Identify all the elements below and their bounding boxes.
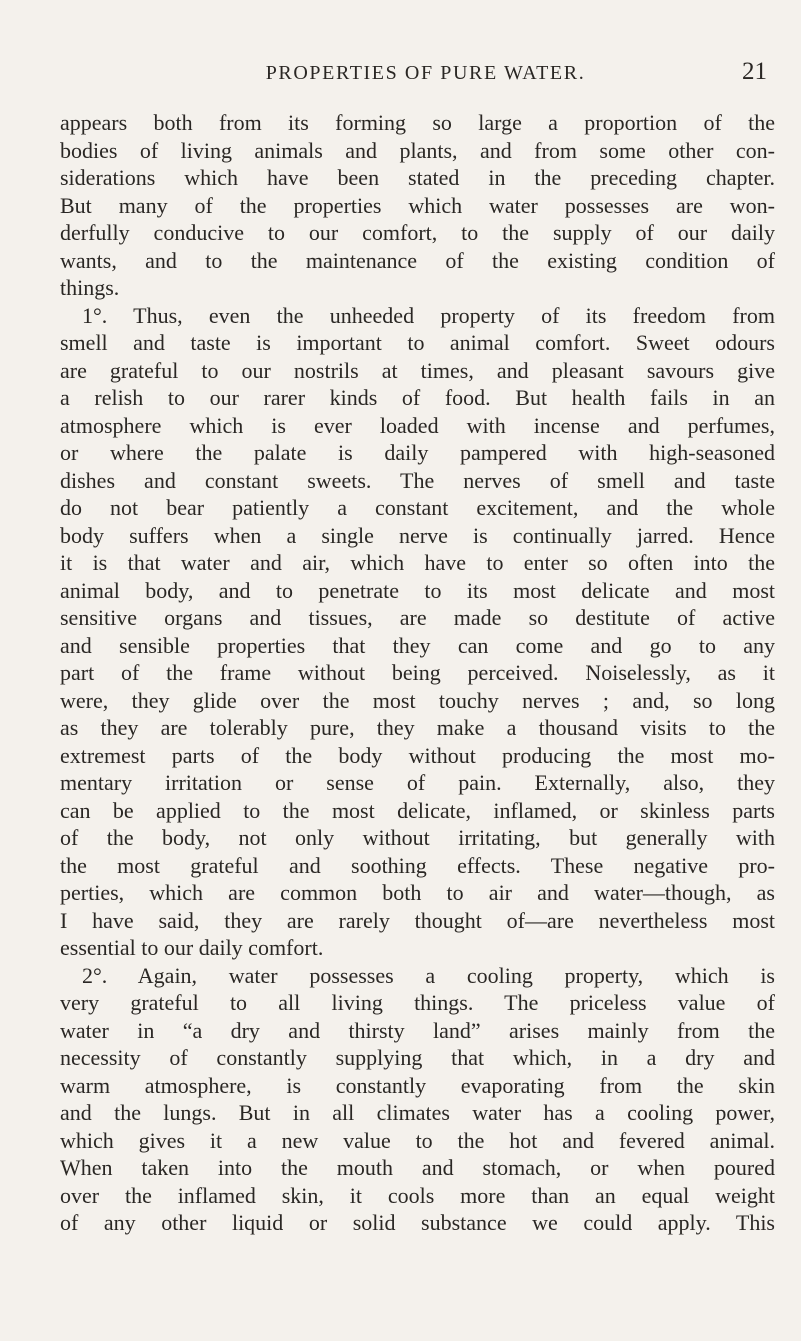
text-line: very grateful to all living things. The priceless value of <box>60 990 775 1015</box>
text-line: smell and taste is important to animal comfort. Sweet odours <box>60 330 775 355</box>
text-line: wants, and to the maintenance of the existing condition of <box>60 247 775 273</box>
text-line: When taken into the mouth and stomach, or when poured <box>60 1155 775 1180</box>
text-line: warm atmosphere, is constantly evaporating from the skin <box>60 1072 775 1098</box>
text-line: bodies of living animals and plants, and from some other con- <box>60 137 775 163</box>
text-line: as they are tolerably pure, they make a thousand visits to the <box>60 715 775 740</box>
text-line: and the lungs. But in all climates water has a cooling power, <box>60 1100 775 1125</box>
text-line: necessity of constantly supplying that which, in a dry and <box>60 1045 775 1070</box>
text-line: do not bear patiently a constant excitement, and the whole <box>60 495 775 520</box>
text-line: 1°. Thus, even the unheeded property of its freedom from <box>82 302 775 328</box>
body-text <box>60 109 775 1237</box>
text-line: body suffers when a single nerve is continually jarred. Hence <box>60 522 775 548</box>
page-number: 21 <box>742 58 767 85</box>
text-line: sensitive organs and tissues, are made so destitute of active <box>60 605 775 630</box>
text-line: water in “a dry and thirsty land” arises mainly from the <box>60 1017 775 1043</box>
text-line: derfully conducive to our comfort, to the supply of our daily <box>60 220 775 245</box>
running-title: PROPERTIES OF PURE WATER. <box>265 62 586 84</box>
text-line: and sensible properties that they can come and go to any <box>60 632 775 658</box>
text-line: were, they glide over the most touchy nerves ; and, so long <box>60 687 775 713</box>
text-line: can be applied to the most delicate, inflamed, or skinless parts <box>60 797 775 823</box>
text-line: animal body, and to penetrate to its most delicate and most <box>60 577 775 603</box>
text-line: appears both from its forming so large a proportion of the <box>60 110 775 135</box>
text-line: over the inflamed skin, it cools more than an equal weight <box>60 1182 775 1208</box>
text-line: 2°. Again, water possesses a cooling property, which is <box>82 962 775 988</box>
text-line: I have said, they are rarely thought of—are nevertheless most <box>60 907 775 933</box>
text-line: essential to our daily comfort. <box>60 935 324 960</box>
text-line: or where the palate is daily pampered with high-seasoned <box>60 440 775 465</box>
text-line: the most grateful and soothing effects. These negative pro- <box>60 852 775 878</box>
text-line: dishes and constant sweets. The nerves of smell and taste <box>60 467 775 493</box>
text-line: mentary irritation or sense of pain. Externally, also, they <box>60 770 775 795</box>
text-line: it is that water and air, which have to enter so often into the <box>60 550 775 575</box>
text-line: extremest parts of the body without producing the most mo- <box>60 742 775 768</box>
text-line: which gives it a new value to the hot and fevered animal. <box>60 1127 775 1153</box>
text-line: a relish to our rarer kinds of food. But health fails in an <box>60 385 775 410</box>
text-line: are grateful to our nostrils at times, and pleasant savours give <box>60 357 775 383</box>
text-line: of the body, not only without irritating, but generally with <box>60 825 775 850</box>
text-line: things. <box>60 275 120 300</box>
text-line: of any other liquid or solid substance we could apply. This <box>60 1210 775 1235</box>
text-line: perties, which are common both to air and water—though, as <box>60 880 775 905</box>
text-line: But many of the properties which water possesses are won- <box>60 192 775 218</box>
text-line: siderations which have been stated in the preceding chapter. <box>60 165 775 190</box>
text-line: atmosphere which is ever loaded with incense and perfumes, <box>60 412 775 438</box>
running-head <box>60 58 771 92</box>
text-line: part of the frame without being perceived. Noiselessly, as it <box>60 660 775 685</box>
